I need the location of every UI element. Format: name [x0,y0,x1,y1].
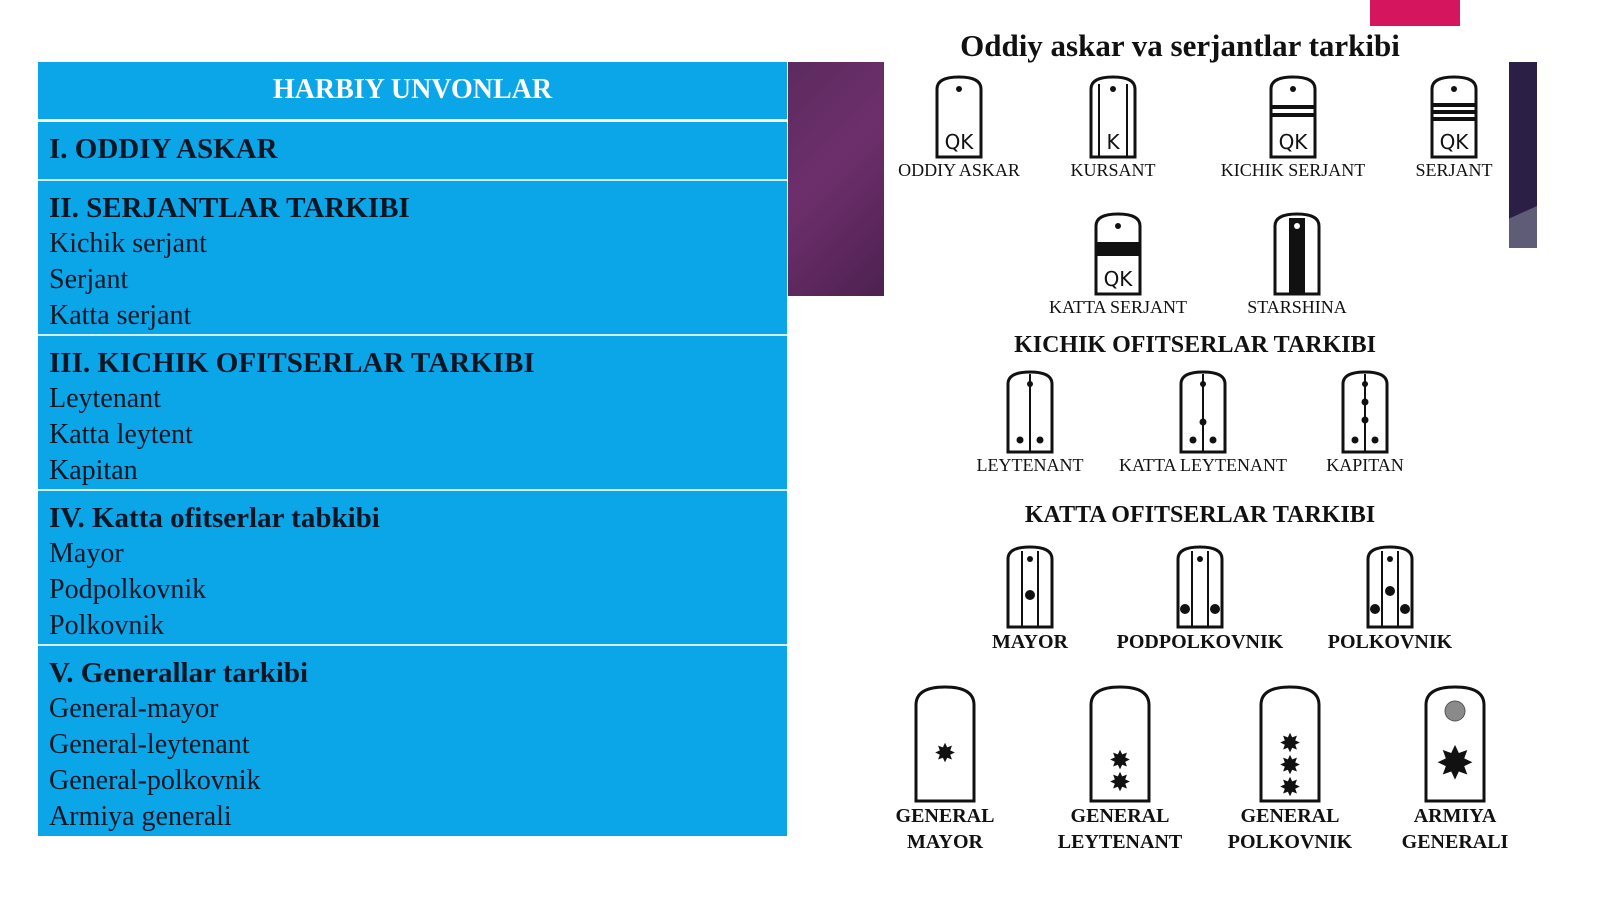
rank-item: Kichik serjant [49,228,207,259]
shoulder-board-four-stars-icon [1340,370,1390,454]
rank-polkovnik [1310,545,1470,655]
insignia-letters: K [1106,130,1120,154]
rank-item: Armiya generali [49,801,232,832]
rank-item: Serjant [49,264,129,295]
junior-officers-title: KICHIK OFITSERLAR TARKIBI [1014,332,1376,358]
rank-katta-serjant [1038,212,1198,318]
rank-label-line1: ARMIYA [1413,805,1497,827]
rank-general-mayor [880,685,1010,855]
rank-label-line1: GENERAL [895,805,995,827]
shoulder-board-two-stars-icon [1005,370,1055,454]
section-title: III. KICHIK OFITSERLAR TARKIBI [49,347,535,379]
insignia-letters: QK [944,130,974,154]
rank-label: STARSHINA [1247,297,1347,317]
insignia-letters: QK [1278,130,1308,154]
general-board-emblem-star-icon [1423,685,1487,803]
rank-item: General-polkovnik [49,765,261,796]
rank-label: ODDIY ASKAR [898,160,1020,180]
shoulder-board-three-big-stars-icon [1365,545,1415,629]
section-junior-officers [38,336,787,491]
general-board-two-stars-icon [1088,685,1152,803]
rank-label: POLKOVNIK [1327,631,1453,653]
rank-item: General-leytenant [49,729,250,760]
general-board-one-star-icon [913,685,977,803]
rank-label: KATTA LEYTENANT [1118,455,1288,475]
rank-leytenant [970,370,1090,476]
svg-text:✸: ✸ [1109,746,1131,776]
rank-katta-leytenant [1108,370,1298,476]
rank-general-polkovnik [1215,685,1365,855]
rank-item: Polkovnik [49,610,165,641]
rank-item: Leytenant [49,383,161,414]
shoulder-board-two-big-stars-icon [1175,545,1225,629]
rank-label: LEYTENANT [976,455,1084,475]
insignia-letters: QK [1103,267,1133,291]
svg-text:✸: ✸ [1279,773,1301,803]
panel-header: HARBIY UNVONLAR [38,62,787,122]
rank-label-line1: GENERAL [1240,805,1340,827]
rank-label: PODPOLKOVNIK [1116,631,1284,653]
rank-item: General-mayor [49,693,219,724]
rank-label-line2: MAYOR [907,831,983,853]
rank-label-line1: GENERAL [1070,805,1170,827]
senior-officers-title: KATTA OFITSERLAR TARKIBI [1024,502,1376,528]
rank-label-line2: POLKOVNIK [1227,831,1353,853]
rank-item: Katta leytent [49,419,193,450]
shoulder-board-kursant-icon [1088,75,1138,159]
rank-item: Podpolkovnik [49,574,207,605]
insignia-letters: QK [1439,130,1469,154]
rank-label: MAYOR [992,631,1068,653]
section-private [38,122,787,181]
decorative-navy-bar [1509,62,1537,248]
decorative-plum-block [788,62,884,296]
svg-text:✸: ✸ [1435,736,1475,790]
rank-item: Mayor [49,538,124,569]
rank-serjant [1404,75,1504,181]
general-board-three-stars-icon [1258,685,1322,803]
rank-armiya-generali [1385,685,1525,855]
rank-label: KAPITAN [1326,455,1404,475]
section-generals [38,646,787,832]
rank-label: KATTA SERJANT [1048,297,1188,317]
rank-general-leytenant [1045,685,1195,855]
shoulder-board-wide-stripe-icon [1093,212,1143,296]
section-sergeants [38,181,787,336]
svg-text:✸: ✸ [1109,768,1131,798]
decorative-magenta-bar [1370,0,1460,26]
svg-text:✸: ✸ [934,739,956,769]
rank-label: SERJANT [1415,160,1493,180]
rank-kursant [1053,75,1173,181]
rank-mayor [975,545,1085,655]
shoulder-board-long-stripe-icon [1272,212,1322,296]
rank-kichik-serjant [1208,75,1378,181]
svg-text:✸: ✸ [1279,751,1301,781]
section-senior-officers [38,491,787,646]
shoulder-board-three-stripes-icon [1429,75,1479,159]
section-title: IV. Katta ofitserlar tabkibi [49,502,380,534]
shoulder-board-three-stars-icon [1178,370,1228,454]
section-title: V. Generallar tarkibi [49,657,309,689]
section-title: I. ODDIY ASKAR [49,133,278,165]
shoulder-board-one-big-star-icon [1005,545,1055,629]
shoulder-board-qk-icon [934,75,984,159]
decorative-navy-shade [1509,206,1537,248]
rank-kapitan [1310,370,1420,476]
rank-label-line2: GENERALI [1401,831,1509,853]
rank-item: Katta serjant [49,300,192,331]
section-title: II. SERJANTLAR TARKIBI [49,192,410,224]
rank-oddiy-askar [889,75,1029,181]
shoulder-board-two-stripes-icon [1268,75,1318,159]
rank-starshina [1232,212,1362,318]
military-ranks-panel [38,62,787,836]
rank-item: Kapitan [49,455,138,486]
rank-label: KICHIK SERJANT [1220,160,1366,180]
enlisted-title: Oddiy askar va serjantlar tarkibi [960,28,1400,63]
svg-text:✸: ✸ [1279,729,1301,759]
rank-label-line2: LEYTENANT [1057,831,1183,853]
rank-podpolkovnik [1100,545,1300,655]
rank-label: KURSANT [1070,160,1156,180]
